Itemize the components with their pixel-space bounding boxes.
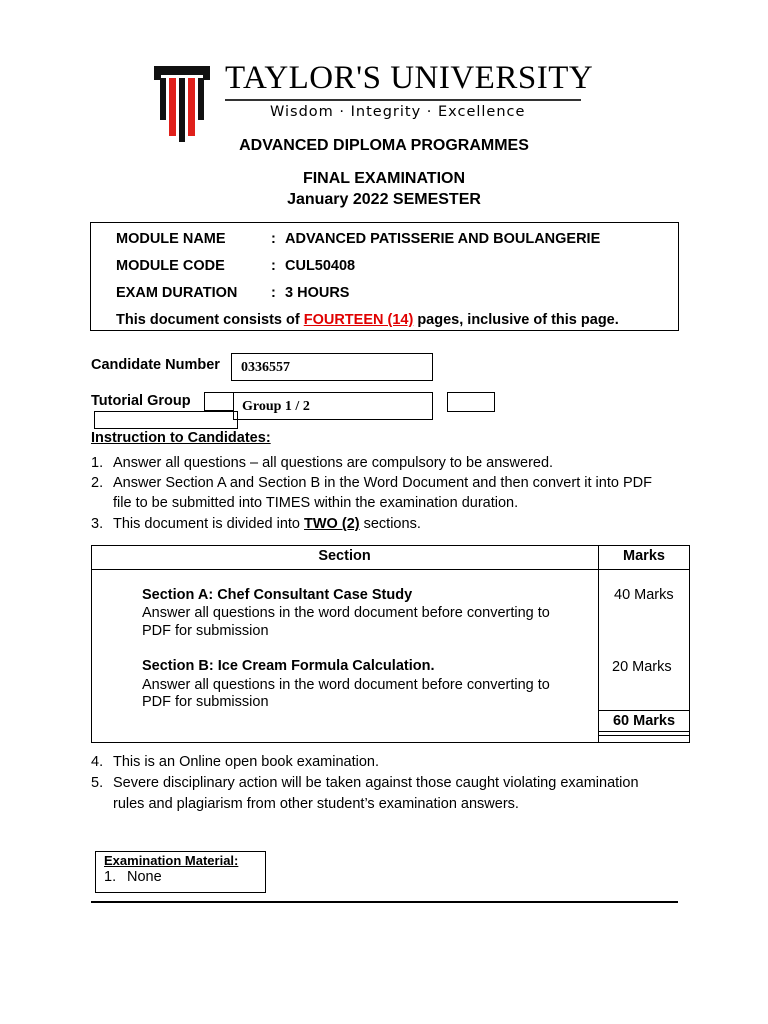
page-count-value: FOURTEEN (14): [303, 312, 414, 328]
table-header-divider: [91, 569, 690, 570]
candidate-number-field[interactable]: [231, 353, 433, 381]
instructions-heading: Instruction to Candidates:: [91, 430, 271, 446]
page-count-line: [116, 312, 619, 328]
list-number: 2.: [91, 475, 104, 491]
semester-title: January 2022 SEMESTER: [287, 191, 481, 208]
programme-title: ADVANCED DIPLOMA PROGRAMMES: [239, 137, 529, 154]
list-number: 4.: [91, 754, 104, 770]
section-a-title: Section A: Chef Consultant Case Study: [142, 587, 413, 603]
tutorial-group-value: Group 1 / 2: [242, 399, 310, 414]
university-name: TAYLOR'S UNIVERSITY: [225, 60, 594, 96]
exam-title: FINAL EXAMINATION: [302, 170, 466, 187]
section-column-header: Section: [318, 548, 371, 564]
section-b-title: Section B: Ice Cream Formula Calculation.: [142, 658, 435, 674]
instruction-item: [91, 775, 103, 791]
logo-rule: [225, 99, 581, 101]
page-count-prefix: This document consists of: [116, 312, 304, 328]
module-name-value: ADVANCED PATISSERIE AND BOULANGERIE: [285, 231, 601, 247]
instruction-item: [91, 455, 103, 471]
marks-column-header: Marks: [623, 548, 665, 564]
instruction-text: rules and plagiarism from other student’s examination answers.: [113, 796, 519, 812]
exam-material-number: 1.: [104, 869, 117, 885]
total-marks: 60 Marks: [612, 713, 676, 729]
instruction-text-prefix: This document is divided into: [113, 516, 305, 532]
instruction-item: [91, 516, 103, 532]
list-number: 1.: [91, 455, 104, 471]
exam-duration-label: EXAM DURATION: [116, 285, 238, 301]
university-tagline: Wisdom · Integrity · Excellence: [270, 104, 526, 120]
instruction-item: [91, 475, 103, 491]
instruction-item: [91, 754, 103, 770]
total-double-rule: [598, 735, 690, 736]
total-double-rule: [598, 731, 690, 732]
instruction-text: This is an Online open book examination.: [113, 754, 379, 770]
list-number: 5.: [91, 775, 104, 791]
candidate-number-label: Candidate Number: [91, 357, 220, 373]
section-count: TWO (2): [304, 516, 360, 532]
total-top-rule: [598, 710, 690, 711]
instruction-text: Severe disciplinary action will be taken against those caught violating examination: [113, 775, 639, 791]
candidate-number-value: 0336557: [241, 360, 290, 375]
footer-rule: [91, 901, 678, 903]
tutorial-group-label: Tutorial Group: [91, 393, 191, 409]
section-b-description: PDF for submission: [142, 694, 269, 710]
instruction-text: Answer Section A and Section B in the Word Document and then convert it into PDF: [113, 475, 652, 491]
exam-duration-value: 3 HOURS: [285, 285, 350, 301]
instruction-text: Answer all questions – all questions are compulsory to be answered.: [113, 455, 554, 471]
section-b-marks: 20 Marks: [612, 659, 672, 675]
module-code-value: CUL50408: [285, 258, 356, 274]
list-number: 3.: [91, 516, 104, 532]
colon: :: [271, 285, 276, 301]
module-name-label: MODULE NAME: [116, 231, 226, 247]
tutorial-group-small-box[interactable]: [204, 392, 234, 411]
section-a-description: Answer all questions in the word document before converting to: [142, 605, 550, 621]
tutorial-group-extra-box[interactable]: [447, 392, 495, 412]
module-code-label: MODULE CODE: [116, 258, 225, 274]
taylors-crest-icon: [152, 64, 212, 144]
page-count-suffix: pages, inclusive of this page.: [413, 312, 619, 328]
section-a-description: PDF for submission: [142, 623, 269, 639]
instruction-text: file to be submitted into TIMES within the examination duration.: [113, 495, 519, 511]
section-b-description: Answer all questions in the word document before converting to: [142, 677, 550, 693]
exam-material-heading: Examination Material:: [104, 853, 239, 868]
exam-material-item: None: [127, 869, 162, 885]
tutorial-group-lower-box[interactable]: [94, 411, 238, 429]
university-logo: [152, 64, 212, 144]
colon: :: [271, 258, 276, 274]
tutorial-group-field[interactable]: [233, 392, 433, 420]
instruction-text: [113, 516, 421, 532]
instruction-text-suffix: sections.: [359, 516, 421, 532]
section-a-marks: 40 Marks: [614, 587, 674, 603]
colon: :: [271, 231, 276, 247]
